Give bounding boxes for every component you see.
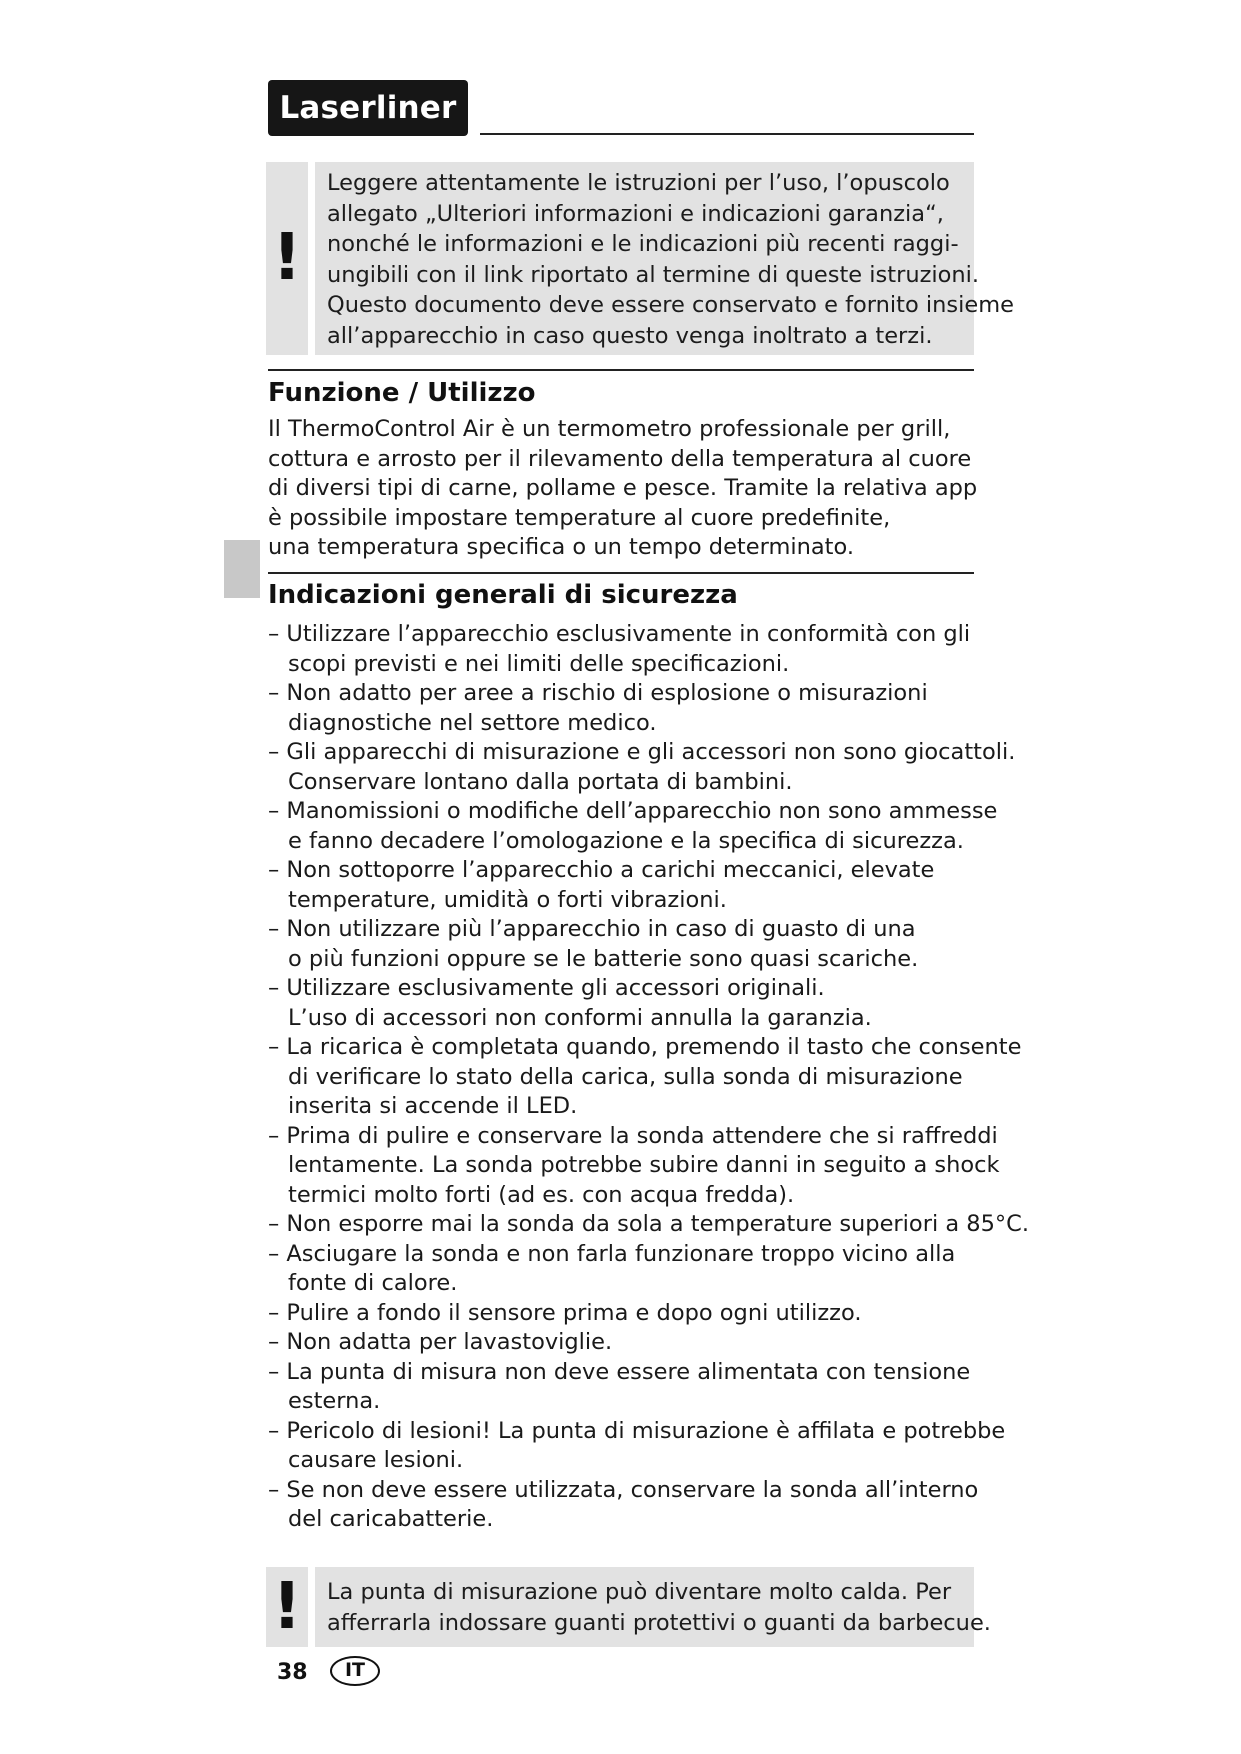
paragraph-line: cottura e arrosto per il rilevamento della temperatura al cuore [268,445,972,472]
paragraph-line: è possibile impostare temperature al cuore predefinite, [268,504,891,531]
header-rule [480,133,974,135]
list-item: – Se non deve essere utilizzata, conservare la sonda all’interno del caricabatterie. [268,1476,979,1532]
section-heading-funzione: Funzione / Utilizzo [268,378,536,408]
warning-icon: ! [266,1567,308,1647]
notice-line: Leggere attentamente le istruzioni per l’uso, l’opuscolo [327,170,950,196]
paragraph-line: una temperatura specifica o un tempo determinato. [268,534,855,560]
list-item: – Pulire a fondo il sensore prima e dopo ogni utilizzo. [268,1299,862,1326]
list-item: – Non adatto per aree a rischio di esplosione o misurazioni diagnostiche nel settore medico. [268,680,928,736]
notice-line: allegato „Ulteriori informazioni e indicazioni garanzia“, [327,200,944,227]
laserliner-logo: Laserliner [268,80,468,136]
notice-line: nonché le informazioni e le indicazioni più recenti raggi- [327,231,959,257]
section-tab-marker [224,540,260,598]
list-item: – Non esporre mai la sonda da sola a temperature superiori a 85°C. [268,1211,1030,1237]
list-item: – Non sottoporre l’apparecchio a carichi meccanici, elevate temperature, umidità o forti vibrazioni. [268,857,935,913]
list-item: – Gli apparecchi di misurazione e gli accessori non sono giocattoli. Conservare lontano dalla portata di bambini. [268,739,1016,795]
list-item: – Utilizzare l’apparecchio esclusivamente in conformità con gli scopi previsti e nei limiti delle specificazioni. [268,621,971,677]
list-item: – La ricarica è completata quando, premendo il tasto che consente di verificare lo stato della carica, sulla sonda di misurazione inserita si accende il LED. [268,1034,1022,1119]
list-item: – Prima di pulire e conservare la sonda attendere che si raffreddi lentamente. La sonda potrebbe subire danni in seguito a shock termici molto forti (ad es. con acqua fredda). [268,1122,1000,1208]
notice-line: all’apparecchio in caso questo venga inoltrato a terzi. [327,322,933,349]
page-number: 38 [277,1660,308,1685]
safety-list [268,620,1029,1535]
funzione-paragraph [268,415,977,563]
notice-line: afferrarla indossare guanti protettivi o guanti da barbecue. [327,1609,991,1636]
list-item: – Asciugare la sonda e non farla funzionare troppo vicino alla fonte di calore. [268,1240,956,1296]
notice-box-top [315,162,1014,355]
section-heading-sicurezza: Indicazioni generali di sicurezza [268,580,738,610]
notice-line: ungibili con il link riportato al termine di queste istruzioni. [327,261,980,288]
list-item: – Non adatta per lavastoviglie. [268,1329,613,1355]
section-divider [268,572,974,574]
list-item: – Pericolo di lesioni! La punta di misurazione è affilata e potrebbe causare lesioni. [268,1417,1006,1473]
notice-line: La punta di misurazione può diventare molto calda. Per [327,1579,952,1605]
paragraph-line: di diversi tipi di carne, pollame e pesce. Tramite la relativa app [268,475,978,501]
section-divider [268,369,974,371]
list-item: – La punta di misura non deve essere alimentata con tensione esterna. [268,1358,971,1414]
notice-line: Questo documento deve essere conservato e fornito insieme [327,292,1014,318]
list-item: – Non utilizzare più l’apparecchio in caso di guasto di una o più funzioni oppure se le batterie sono quasi scariche. [268,916,919,972]
list-item: – Utilizzare esclusivamente gli accessori originali. L’uso di accessori non conformi annulla la garanzia. [268,975,872,1031]
language-badge: IT [330,1656,380,1686]
paragraph-line: Il ThermoControl Air è un termometro professionale per grill, [268,416,951,442]
warning-icon: ! [266,162,308,355]
list-item: – Manomissioni o modifiche dell’apparecchio non sono ammesse e fanno decadere l’omologazione e la specifica di sicurezza. [268,798,998,854]
notice-box-bottom [315,1567,991,1647]
